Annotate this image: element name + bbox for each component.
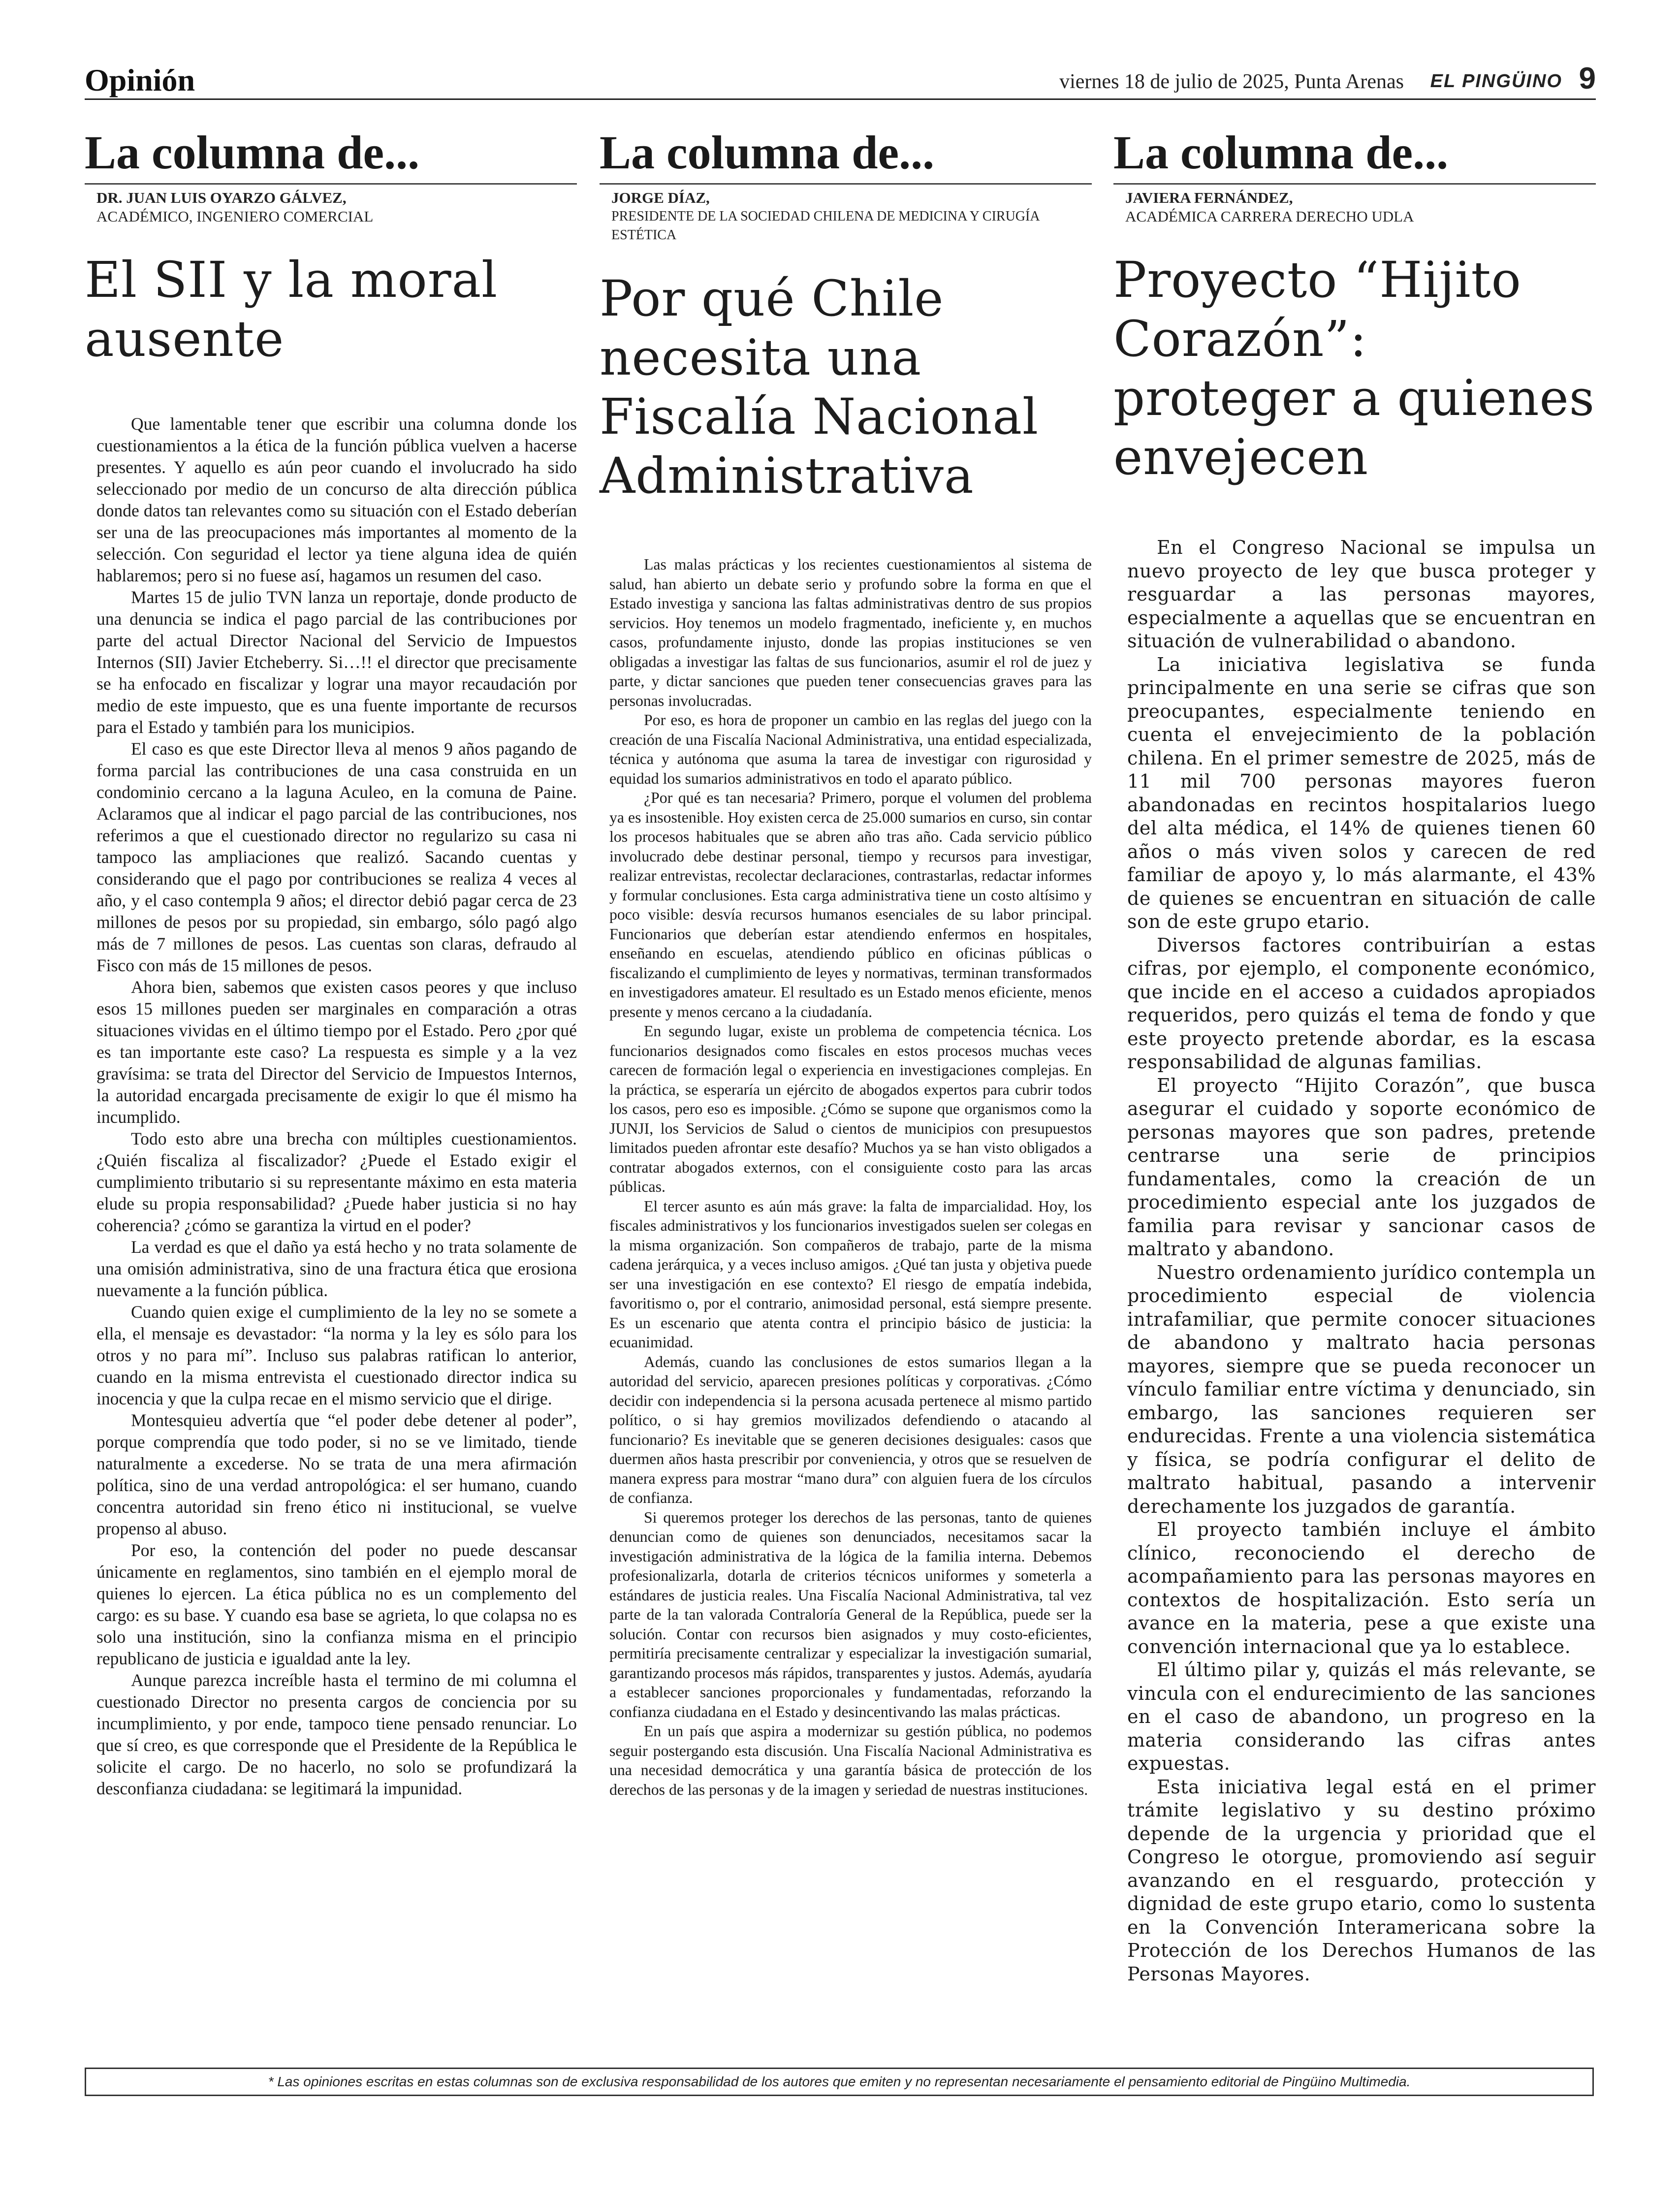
author-role: PRESIDENTE DE LA SOCIEDAD CHILENA DE MEDICINA Y CIRUGÍA ESTÉTICA xyxy=(611,209,1040,243)
column-kicker: La columna de... xyxy=(600,123,1092,185)
author-role: ACADÉMICO, INGENIERO COMERCIAL xyxy=(96,208,374,225)
author-name: DR. JUAN LUIS OYARZO GÁLVEZ, xyxy=(96,189,347,206)
section-name: Opinión xyxy=(85,63,195,97)
paragraph: Nuestro ordenamiento jurídico contempla un procedimiento especial de violencia intrafamiliar, que permite conocer situaciones de abandono y maltrato hacia personas mayores, siempre que se pueda reconocer un vínculo familiar entre víctima y denunciado, sin embargo, las sanciones requieren ser endurecidas. Frente a una violencia sistemática y física, se podría configurar el delito de maltrato habitual, pasando a intervenir derechamente los juzgados de garantía. xyxy=(1127,1261,1596,1517)
paragraph: Por eso, es hora de proponer un cambio en las reglas del juego con la creación de una Fiscalía Nacional Administrativa, una entidad especializada, técnica y autónoma que asuma la tarea de investigar con rigurosidad y equidad los sumarios administrativos en todo el aparato público. xyxy=(609,711,1092,787)
paragraph: En el Congreso Nacional se impulsa un nuevo proyecto de ley que busca proteger y resguardar a las personas mayores, especialmente a aquellas que se encuentran en situación de vulnerabilidad o abandono. xyxy=(1127,537,1596,652)
paragraph: Cuando quien exige el cumplimiento de la ley no se somete a ella, el mensaje es devastador: “la norma y la ley es sólo para los otros y no para mí”. Incluso sus palabras ratifican lo anterior, cuando en la misma entrevista el cuestionado director indica su inocencia y que la culpa recae en el mismo servicio que el dirige. xyxy=(96,1302,577,1408)
article-title: El SII y la moral ausente xyxy=(85,251,498,368)
paragraph: Además, cuando las conclusiones de estos sumarios llegan a la autoridad del servicio, aparecen presiones políticas y corporativas. ¿Cómo decidir con independencia si la persona acusada pertenece al mismo partido político, o si hay gremios movilizados defendiendo o atacando al funcionario? Es inevitable que se generen decisiones desiguales: casos que duermen años hasta prescribir por conveniencia, y otros que se resuelven de manera express para mostrar “mano dura” con alguien fuera de los círculos de confianza. xyxy=(609,1353,1092,1506)
paragraph: El caso es que este Director lleva al menos 9 años pagando de forma parcial las contribuciones de una casa construida en un condominio cercano a la laguna Aculeo, en la comuna de Paine. Aclaramos que al indicar el pago parcial de las contribuciones, nos referimos a que el cuestionado director no regularizo su casa ni tampoco las ampliaciones que realizó. Sacando cuentas y considerando que el pago por contribuciones se realiza 4 veces al año, y el caso contempla 9 años; el director debió pagar cerca de 23 millones de pesos por su propiedad, sin embargo, sólo pagó algo más de 7 millones de pesos. Las cuentas son claras, defraudo al Fisco con más de 15 millones de pesos. xyxy=(96,739,577,975)
article-body xyxy=(96,413,577,1799)
column-diaz xyxy=(600,123,1092,1799)
paragraph: Esta iniciativa legal está en el primer trámite legislativo y su destino próximo depende de la urgencia y prioridad que el Congreso le otorgue, promoviendo así seguir avanzando en el resguardo, protección y dignidad de este grupo etario, como lo sustenta en la Convención Interamericana sobre la Protección de los Derechos Humanos de las Personas Mayores. xyxy=(1127,1776,1596,1985)
editorial-disclaimer: * Las opiniones escritas en estas columnas son de exclusiva responsabilidad de los autores que emiten y no representan necesariamente el pensamiento editorial de Pingüino Multimedia. xyxy=(85,2068,1594,2096)
column-oyarzo xyxy=(85,123,577,1799)
paragraph: El proyecto “Hijito Corazón”, que busca asegurar el cuidado y soporte económico de personas mayores que son padres, pretende centrarse una serie de principios fundamentales, como la creación de un procedimiento especial ante los juzgados de familia para revisar y sancionar casos de maltrato y abandono. xyxy=(1127,1074,1596,1260)
paragraph: Ahora bien, sabemos que existen casos peores y que incluso esos 15 millones pueden ser marginales en comparación a otras situaciones vividas en el último tiempo por el Estado. Pero ¿por qué es tan importante este caso? La respuesta es simple y a la vez gravísima: se trata del Director del Servicio de Impuestos Internos, la autoridad encargada precisamente de exigir lo que él mismo ha incumplido. xyxy=(96,977,577,1127)
author-byline xyxy=(96,189,577,226)
author-role: ACADÉMICA CARRERA DERECHO UDLA xyxy=(1125,208,1414,225)
paragraph: Aunque parezca increíble hasta el termino de mi columna el cuestionado Director no presenta cargos de conciencia por su incumplimiento, y por ende, tampoco tiene pensado renunciar. Lo que sí creo, es que corresponde que el Presidente de la República le solicite el cargo. De no hacerlo, no solo se profundizará la desconfianza ciudadana: se legitimará la impunidad. xyxy=(96,1670,577,1798)
paragraph: La iniciativa legislativa se funda principalmente en una serie se cifras que son preocupantes, especialmente teniendo en cuenta el envejecimiento de la población chilena. En el primer semestre de 2025, más de 11 mil 700 personas mayores fueron abandonadas en recintos hospitalarios luego del alta médica, el 14% de quienes tienen 60 años o más viven solos y carecen de red familiar de apoyo y, lo más alarmante, el 43% de quienes se encuentran en situación de calle son de este grupo etario. xyxy=(1127,653,1596,932)
paragraph: Que lamentable tener que escribir una columna donde los cuestionamientos a la ética de la función pública vuelven a hacerse presentes. Y aquello es aún peor cuando el involucrado ha sido seleccionado por medio de un concurso de alta dirección pública donde datos tan relevantes como su situación con el Estado deberían ser una de las preocupaciones más importantes al momento de la selección. Con seguridad el lector ya tiene alguna idea de quién hablaremos; pero si no fuese así, hagamos un resumen del caso. xyxy=(96,414,577,585)
page-number: 9 xyxy=(1579,62,1596,96)
column-kicker: La columna de... xyxy=(1113,123,1596,185)
paragraph: Por eso, la contención del poder no puede descansar únicamente en reglamentos, sino también en el ejemplo moral de quienes lo ejercen. La ética pública no es un complemento del cargo: es su base. Y cuando esa base se agrieta, lo que colapsa no es solo una institución, sino la confianza misma en el principio republicano de justicia e igualdad ante la ley. xyxy=(96,1540,577,1668)
article-body xyxy=(1127,536,1596,1986)
paragraph: La verdad es que el daño ya está hecho y no trata solamente de una omisión administrativa, sino de una fractura ética que erosiona nuevamente a la función pública. xyxy=(96,1237,577,1300)
paragraph: Martes 15 de julio TVN lanza un reportaje, donde producto de una denuncia se indica el pago parcial de las contribuciones por parte del actual Director Nacional del Servicio de Impuestos Internos (SII) Javier Etcheberry. Si…!! el director que precisamente se ha enfocado en fiscalizar y lograr una mayor recaudación por medio de este impuesto, que es una fuente importante de recursos para el Estado y también para los municipios. xyxy=(96,587,577,737)
paragraph: Montesquieu advertía que “el poder debe detener al poder”, porque comprendía que todo poder, si no se ve limitado, tiende naturalmente a excederse. No se trata de una mera afirmación política, sino de una verdad antropológica: el ser humano, cuando concentra autoridad sin freno ético ni institucional, se vuelve propenso al abuso. xyxy=(96,1410,577,1538)
paragraph: El proyecto también incluye el ámbito clínico, reconociendo el derecho de acompañamiento para las personas mayores en contextos de hospitalización. Esto sería un avance en la materia, pese a que existe una convención internacional que ya lo establece. xyxy=(1127,1519,1596,1657)
date-line: viernes 18 de julio de 2025, Punta Arenas xyxy=(1059,70,1404,93)
author-byline xyxy=(1125,189,1596,226)
article-title: Por qué Chile necesita una Fiscalía Nacional Administrativa xyxy=(600,270,1039,505)
column-kicker: La columna de... xyxy=(85,123,577,185)
paragraph: El último pilar y, quizás el más relevante, se vincula con el endurecimiento de las sanciones en el caso de abandono, un progreso en la materia considerando las cifras antes expuestas. xyxy=(1127,1659,1596,1774)
column-fernandez xyxy=(1113,123,1596,1986)
paragraph: Las malas prácticas y los recientes cuestionamientos al sistema de salud, han abierto un debate serio y profundo sobre la forma en que el Estado investiga y sanciona las faltas administrativas dentro de sus propios servicios. Hoy tenemos un modelo fragmentado, ineficiente y, en muchos casos, profundamente injusto, donde las propias instituciones se ven obligadas a investigar las faltas de sus funcionarios, asumir el rol de juez y parte, y dictar sanciones que pueden tener consecuencias graves para las personas involucradas. xyxy=(609,556,1092,709)
article-title: Proyecto “Hijito Corazón”: proteger a quienes envejecen xyxy=(1113,251,1595,486)
paragraph: Diversos factores contribuirían a estas cifras, por ejemplo, el componente económico, que incide en el acceso a cuidados apropiados requeridos, pero quizás el tema de fondo y que este proyecto pretende abordar, es la escasa responsabilidad de algunas familias. xyxy=(1127,934,1596,1073)
paragraph: En segundo lugar, existe un problema de competencia técnica. Los funcionarios designados como fiscales en estos procesos muchas veces carecen de formación legal o experiencia en investigaciones complejas. En la práctica, se esperaría un ejército de abogados expertos para cubrir todos los casos, pero eso es imposible. ¿Cómo se supone que organismos como la JUNJI, los Servicios de Salud o cientos de municipios con presupuestos limitados pueden afrontar este desafío? Muchos ya se han visto obligados a contratar abogados externos, con el consiguiente costo para las arcas públicas. xyxy=(609,1022,1092,1195)
author-name: JORGE DÍAZ, xyxy=(611,189,710,206)
page-header xyxy=(85,59,1596,100)
author-name: JAVIERA FERNÁNDEZ, xyxy=(1125,189,1293,206)
paragraph: ¿Por qué es tan necesaria? Primero, porque el volumen del problema ya es insostenible. Hoy existen cerca de 25.000 sumarios en curso, sin contar los procesos habituales que se abren año tras año. Cada servicio público involucrado debe destinar personal, tiempo y recursos para investigar, realizar entrevistas, recolectar declaraciones, contrastarlas, redactar informes y formular conclusiones. Esta carga administrativa tiene un costo altísimo y poco visible: desvía recursos humanos esenciales de su labor principal. Funcionarios que deberían estar atendiendo enfermos en hospitales, enseñando en escuelas, atendiendo público en oficinas públicas o fiscalizando el cumplimiento de leyes y normativas, terminan transformados en investigadores amateur. El resultado es un Estado menos eficiente, menos presente y menos cercano a la ciudadanía. xyxy=(609,789,1092,1020)
paragraph: Todo esto abre una brecha con múltiples cuestionamientos. ¿Quién fiscaliza al fiscalizador? ¿Puede el Estado exigir el cumplimiento tributario si su representante máximo en esta materia elude su propia responsabilidad? ¿Puede haber justicia si no hay coherencia? ¿cómo se garantiza la virtud en el poder? xyxy=(96,1129,577,1235)
paragraph: El tercer asunto es aún más grave: la falta de imparcialidad. Hoy, los fiscales administrativos y los funcionarios investigados suelen ser colegas en la misma organización. Son compañeros de trabajo, parte de la misma cadena jerárquica, y a veces incluso amigos. ¿Qué tan justa y objetiva puede ser una investigación en ese contexto? El riesgo de empatía indebida, favoritismo o, por el contrario, animosidad personal, está siempre presente. Es un escenario que atenta contra el principio básico de justicia: la ecuanimidad. xyxy=(609,1197,1092,1351)
newspaper-logo: EL PINGÜINO xyxy=(1430,71,1562,92)
paragraph: En un país que aspira a modernizar su gestión pública, no podemos seguir postergando esta discusión. Una Fiscalía Nacional Administrativa es una necesidad democrática y una garantía básica de protección de los derechos de las personas y de la imagen y seriedad de nuestras instituciones. xyxy=(609,1722,1092,1798)
article-body xyxy=(609,555,1092,1799)
author-byline xyxy=(611,189,1092,245)
paragraph: Si queremos proteger los derechos de las personas, tanto de quienes denuncian como de quienes son denunciados, necesitamos sacar la investigación administrativa de la lógica de la familia interna. Debemos profesionalizarla, dotarla de criterios técnicos uniformes y someterla a estándares de justicia reales. Una Fiscalía Nacional Administrativa, tal vez parte de la tan valorada Contraloría General de la República, puede ser la solución. Contar con recursos bien asignados y muy costo-eficientes, permitiría precisamente centralizar y especializar la investigación sumarial, garantizando procesos más rápidos, transparentes y justos. Además, ayudaría a establecer sanciones proporcionales y fundamentadas, reforzando la confianza ciudadana en el Estado y desincentivando las malas prácticas. xyxy=(609,1508,1092,1720)
